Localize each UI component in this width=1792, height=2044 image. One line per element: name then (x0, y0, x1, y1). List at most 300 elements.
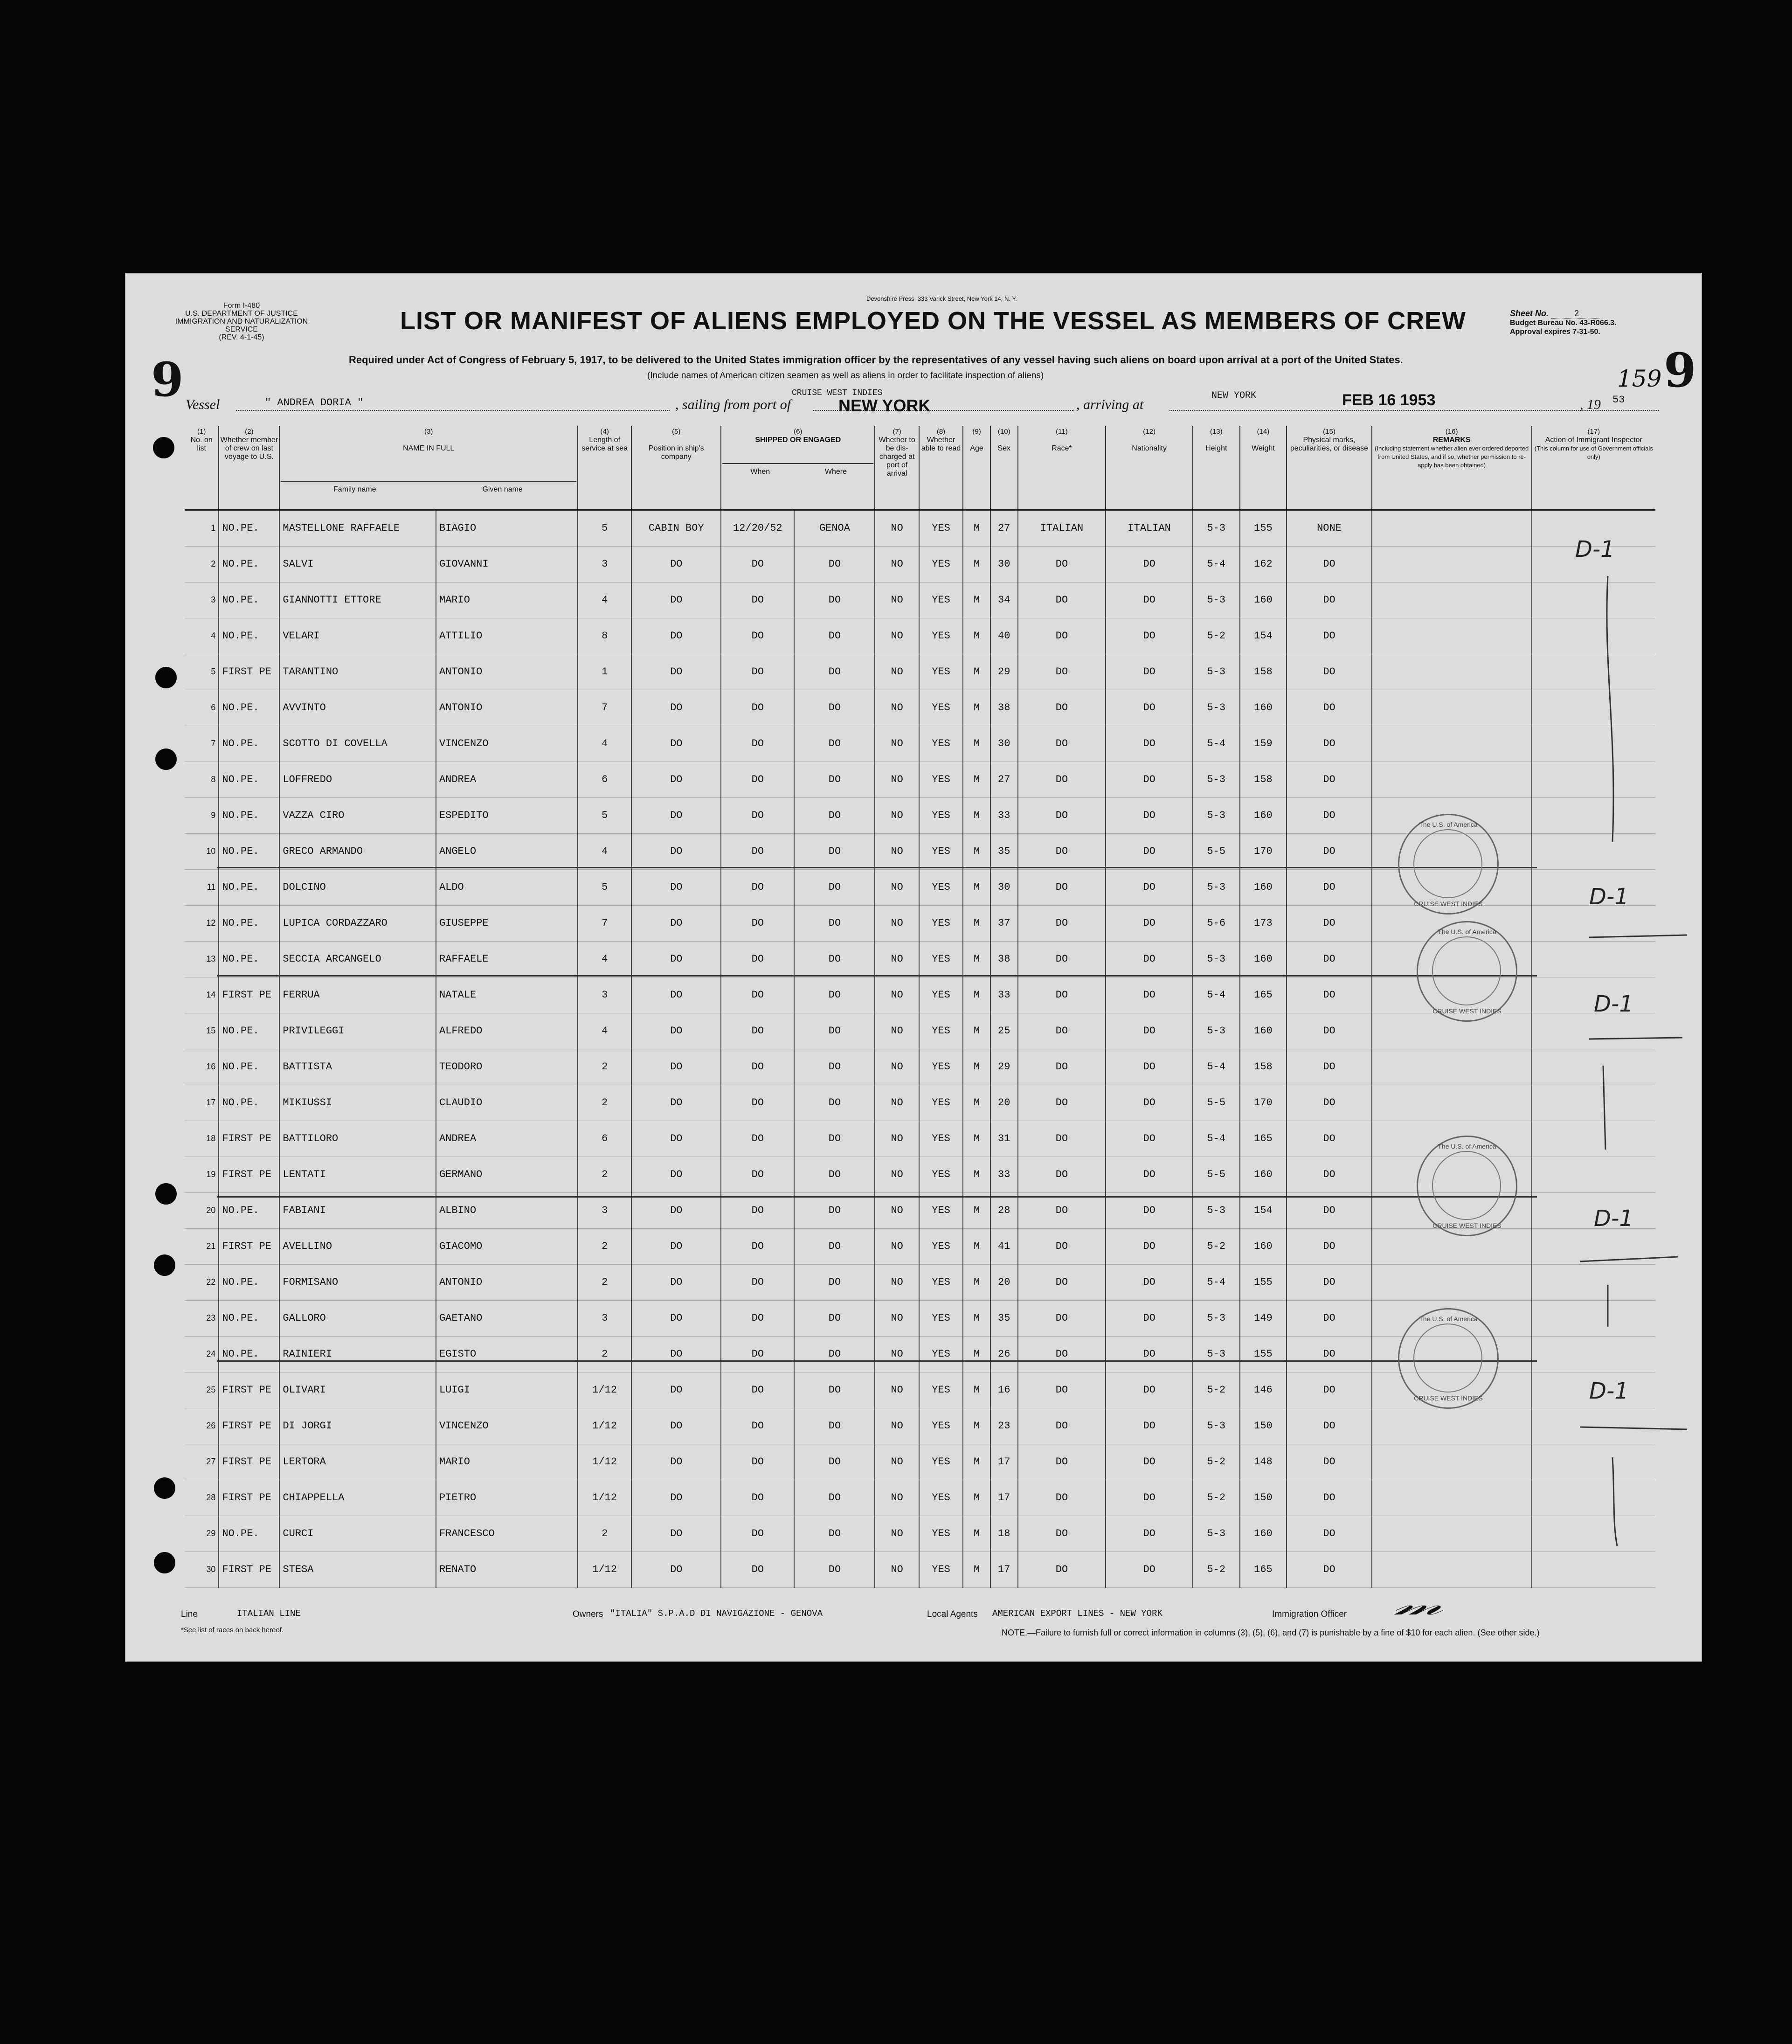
cell-family: GALLORO (279, 1300, 436, 1336)
cell-length: 4 (578, 1013, 631, 1049)
cell-marks: DO (1287, 1516, 1371, 1552)
cell-length: 4 (578, 726, 631, 762)
cell-prev: NO.PE. (219, 510, 279, 546)
sailing-port: NEW YORK (838, 396, 931, 415)
cell-race: DO (1018, 546, 1106, 582)
cell-when: DO (721, 690, 794, 726)
cell-nat: DO (1106, 546, 1193, 582)
cell-length: 3 (578, 1192, 631, 1228)
cell-where: DO (794, 546, 875, 582)
cell-where: DO (794, 582, 875, 618)
cell-where: DO (794, 1552, 875, 1587)
arrival-date-stamp: FEB 16 1953 (1342, 391, 1436, 409)
cell-given: MARIO (436, 1444, 578, 1480)
cell-disch: NO (875, 1157, 919, 1192)
cell-n: 3 (185, 582, 219, 618)
cell-weight: 160 (1240, 582, 1287, 618)
cell-position: DO (631, 1228, 721, 1264)
inspector-seal-stamp: The U.S. of America CRUISE WEST INDIES (1398, 814, 1499, 915)
cell-length: 2 (578, 1085, 631, 1121)
cell-prev: NO.PE. (219, 1264, 279, 1300)
cell-disch: NO (875, 797, 919, 833)
cell-given: ALFREDO (436, 1013, 578, 1049)
cell-weight: 162 (1240, 546, 1287, 582)
cell-age: 18 (990, 1516, 1018, 1552)
cell-sex: M (963, 1049, 990, 1085)
cell-height: 5-5 (1193, 1157, 1240, 1192)
cell-disch: NO (875, 1085, 919, 1121)
cell-nat: DO (1106, 1085, 1193, 1121)
table-row (185, 1228, 1655, 1264)
cell-given: VINCENZO (436, 726, 578, 762)
cell-disch: NO (875, 1300, 919, 1336)
cell-n: 23 (185, 1300, 219, 1336)
cell-position: DO (631, 1085, 721, 1121)
cell-prev: NO.PE. (219, 1085, 279, 1121)
cell-length: 4 (578, 941, 631, 977)
handwritten-number: 159 (1617, 365, 1662, 392)
col-16-header: (16) REMARKS (Including statement whether alien ever ordered deported from United States, and if so, whether permission to re-apply has been obtained) (1372, 426, 1532, 510)
cell-prev: NO.PE. (219, 1300, 279, 1336)
cell-prev: FIRST PE (219, 1552, 279, 1587)
cell-n: 13 (185, 941, 219, 977)
cell-length: 1/12 (578, 1552, 631, 1587)
year-value: 53 (1612, 394, 1625, 406)
cell-n: 9 (185, 797, 219, 833)
page-title: LIST OR MANIFEST OF ALIENS EMPLOYED ON THE VESSEL AS MEMBERS OF CREW (400, 307, 1467, 335)
cell-race: DO (1018, 1013, 1106, 1049)
sheet-number-block (1510, 309, 1617, 336)
inspector-pen-lines (1571, 571, 1687, 1551)
cell-prev: FIRST PE (219, 1228, 279, 1264)
table-row (185, 690, 1655, 726)
cell-age: 17 (990, 1552, 1018, 1587)
cell-prev: FIRST PE (219, 977, 279, 1013)
cell-race: DO (1018, 618, 1106, 654)
cell-family: MASTELLONE RAFFAELE (279, 510, 436, 546)
left-page-number: 9 (151, 352, 184, 407)
cell-sex: M (963, 1085, 990, 1121)
cell-disch: NO (875, 1192, 919, 1228)
cell-n: 18 (185, 1121, 219, 1157)
cell-position: DO (631, 1121, 721, 1157)
cell-length: 3 (578, 546, 631, 582)
cell-where: DO (794, 1228, 875, 1264)
cell-nat: DO (1106, 869, 1193, 905)
cell-marks: DO (1287, 1157, 1371, 1192)
inspector-seal-stamp: The U.S. of America CRUISE WEST INDIES (1417, 1136, 1517, 1236)
cell-family: RAINIERI (279, 1336, 436, 1372)
cell-read: YES (919, 762, 963, 797)
cell-race: DO (1018, 833, 1106, 869)
cell-read: YES (919, 1516, 963, 1552)
cell-race: DO (1018, 654, 1106, 690)
cell-prev: NO.PE. (219, 726, 279, 762)
cell-remarks (1372, 546, 1532, 582)
cell-sex: M (963, 510, 990, 546)
cell-when: DO (721, 1336, 794, 1372)
cell-age: 33 (990, 797, 1018, 833)
cell-when: DO (721, 1552, 794, 1587)
cell-nat: DO (1106, 618, 1193, 654)
cell-n: 20 (185, 1192, 219, 1228)
cell-family: PRIVILEGGI (279, 1013, 436, 1049)
cell-weight: 165 (1240, 1121, 1287, 1157)
cell-sex: M (963, 1408, 990, 1444)
cell-where: DO (794, 977, 875, 1013)
cell-family: FERRUA (279, 977, 436, 1013)
cell-race: DO (1018, 869, 1106, 905)
col-17-header: (17) Action of Immigrant Inspector (This column for use of Government officials only) (1532, 426, 1655, 510)
manifest-sheet (125, 273, 1702, 1662)
cell-prev: NO.PE. (219, 833, 279, 869)
cell-age: 30 (990, 726, 1018, 762)
cell-height: 5-3 (1193, 1516, 1240, 1552)
cell-length: 8 (578, 618, 631, 654)
cell-disch: NO (875, 546, 919, 582)
cell-weight: 155 (1240, 1336, 1287, 1372)
cell-family: LUPICA CORDAZZARO (279, 905, 436, 941)
table-row (185, 1480, 1655, 1516)
cell-read: YES (919, 582, 963, 618)
cell-nat: DO (1106, 1049, 1193, 1085)
cell-given: ESPEDITO (436, 797, 578, 833)
cell-sex: M (963, 1013, 990, 1049)
cell-height: 5-3 (1193, 1336, 1240, 1372)
penalty-note: NOTE.—Failure to furnish full or correct information in columns (3), (5), (6), and (7) is punishable by a fine of $10 for each alien. (See other side.) (1002, 1628, 1540, 1637)
binder-hole (155, 748, 177, 770)
cell-n: 28 (185, 1480, 219, 1516)
cell-position: DO (631, 1157, 721, 1192)
cell-when: 12/20/52 (721, 510, 794, 546)
cell-when: DO (721, 833, 794, 869)
cell-where: DO (794, 1408, 875, 1444)
cell-marks: DO (1287, 941, 1371, 977)
cell-given: ALDO (436, 869, 578, 905)
cell-disch: NO (875, 654, 919, 690)
cell-age: 27 (990, 510, 1018, 546)
cell-marks: DO (1287, 905, 1371, 941)
owners-label: Owners (573, 1609, 603, 1619)
cell-marks: DO (1287, 797, 1371, 833)
cell-when: DO (721, 546, 794, 582)
cell-sex: M (963, 546, 990, 582)
cell-weight: 150 (1240, 1408, 1287, 1444)
table-row (185, 762, 1655, 797)
cell-sex: M (963, 797, 990, 833)
cell-height: 5-3 (1193, 1192, 1240, 1228)
agents-value: AMERICAN EXPORT LINES - NEW YORK (992, 1608, 1162, 1619)
cell-nat: DO (1106, 1121, 1193, 1157)
year-label: , 19 (1580, 397, 1601, 412)
cell-read: YES (919, 1013, 963, 1049)
cell-when: DO (721, 1516, 794, 1552)
cell-where: DO (794, 1121, 875, 1157)
cell-nat: ITALIAN (1106, 510, 1193, 546)
cell-read: YES (919, 905, 963, 941)
cell-sex: M (963, 833, 990, 869)
table-row (185, 1444, 1655, 1480)
cell-where: DO (794, 833, 875, 869)
cell-disch: NO (875, 726, 919, 762)
cell-read: YES (919, 1157, 963, 1192)
cell-age: 17 (990, 1444, 1018, 1480)
strike-line-row-19 (217, 1196, 1537, 1198)
cell-race: DO (1018, 941, 1106, 977)
cell-family: DOLCINO (279, 869, 436, 905)
cell-remarks (1372, 690, 1532, 726)
cell-height: 5-3 (1193, 869, 1240, 905)
cell-when: DO (721, 1372, 794, 1408)
cell-prev: NO.PE. (219, 762, 279, 797)
cell-prev: NO.PE. (219, 1049, 279, 1085)
cell-n: 16 (185, 1049, 219, 1085)
cell-race: DO (1018, 1121, 1106, 1157)
cell-race: DO (1018, 1264, 1106, 1300)
cell-race: DO (1018, 905, 1106, 941)
cell-when: DO (721, 1408, 794, 1444)
cell-where: GENOA (794, 510, 875, 546)
cell-read: YES (919, 977, 963, 1013)
cell-n: 10 (185, 833, 219, 869)
cell-weight: 154 (1240, 618, 1287, 654)
cell-position: DO (631, 618, 721, 654)
cell-length: 1/12 (578, 1372, 631, 1408)
cell-weight: 165 (1240, 1552, 1287, 1587)
cell-length: 2 (578, 1264, 631, 1300)
cell-disch: NO (875, 833, 919, 869)
cell-n: 19 (185, 1157, 219, 1192)
cell-prev: NO.PE. (219, 869, 279, 905)
cell-family: BATTILORO (279, 1121, 436, 1157)
cell-marks: DO (1287, 833, 1371, 869)
cell-position: DO (631, 797, 721, 833)
cell-age: 33 (990, 977, 1018, 1013)
cell-remarks (1372, 1085, 1532, 1121)
cell-sex: M (963, 1516, 990, 1552)
cell-age: 33 (990, 1157, 1018, 1192)
cell-prev: NO.PE. (219, 905, 279, 941)
cell-sex: M (963, 869, 990, 905)
cell-remarks (1372, 1552, 1532, 1587)
cell-read: YES (919, 1480, 963, 1516)
cell-length: 7 (578, 690, 631, 726)
cell-read: YES (919, 1408, 963, 1444)
cell-age: 29 (990, 1049, 1018, 1085)
cell-remarks (1372, 582, 1532, 618)
cell-when: DO (721, 726, 794, 762)
cell-n: 29 (185, 1516, 219, 1552)
cell-marks: DO (1287, 1336, 1371, 1372)
cell-race: DO (1018, 1480, 1106, 1516)
cell-given: ALBINO (436, 1192, 578, 1228)
arriving-port: NEW YORK (1211, 390, 1257, 401)
cell-race: DO (1018, 1408, 1106, 1444)
cell-read: YES (919, 1300, 963, 1336)
cell-weight: 158 (1240, 654, 1287, 690)
table-row (185, 1552, 1655, 1587)
cell-nat: DO (1106, 1157, 1193, 1192)
sheet-number-label: Sheet No. (1510, 309, 1549, 318)
cell-race: ITALIAN (1018, 510, 1106, 546)
cell-prev: NO.PE. (219, 690, 279, 726)
cell-n: 6 (185, 690, 219, 726)
inspector-seal-stamp: The U.S. of America CRUISE WEST INDIES (1398, 1308, 1499, 1409)
cell-marks: DO (1287, 582, 1371, 618)
cell-position: DO (631, 1372, 721, 1408)
cell-position: CABIN BOY (631, 510, 721, 546)
cell-n: 14 (185, 977, 219, 1013)
cell-marks: DO (1287, 1408, 1371, 1444)
cell-n: 27 (185, 1444, 219, 1480)
cell-nat: DO (1106, 1552, 1193, 1587)
cell-height: 5-3 (1193, 510, 1240, 546)
cell-remarks (1372, 1049, 1532, 1085)
binder-hole (155, 1183, 177, 1205)
cell-nat: DO (1106, 654, 1193, 690)
cell-race: DO (1018, 1192, 1106, 1228)
cell-read: YES (919, 690, 963, 726)
cell-age: 20 (990, 1264, 1018, 1300)
cell-sex: M (963, 1157, 990, 1192)
cell-marks: DO (1287, 654, 1371, 690)
cell-weight: 160 (1240, 1157, 1287, 1192)
cell-when: DO (721, 1228, 794, 1264)
cell-remarks (1372, 1264, 1532, 1300)
cell-family: LERTORA (279, 1444, 436, 1480)
col-7-header: (7) Whether to be dis-charged at port of arrival (875, 426, 919, 510)
cell-disch: NO (875, 1516, 919, 1552)
cell-age: 30 (990, 869, 1018, 905)
cell-given: ATTILIO (436, 618, 578, 654)
form-id: Form I-480 U.S. DEPARTMENT OF JUSTICE IMMIGRATION AND NATURALIZATION SERVICE (REV. 4-1-45) (175, 302, 308, 341)
cell-age: 27 (990, 762, 1018, 797)
col-3-header: (3) NAME IN FULL Family name Given name (279, 426, 578, 510)
cell-weight: 170 (1240, 1085, 1287, 1121)
table-row (185, 582, 1655, 618)
cell-disch: NO (875, 1480, 919, 1516)
cell-when: DO (721, 1480, 794, 1516)
cell-n: 26 (185, 1408, 219, 1444)
cell-prev: FIRST PE (219, 1157, 279, 1192)
cell-prev: NO.PE. (219, 1192, 279, 1228)
cell-family: VELARI (279, 618, 436, 654)
binder-hole (153, 437, 174, 458)
cell-remarks (1372, 1444, 1532, 1480)
cell-sex: M (963, 654, 990, 690)
cell-given: RAFFAELE (436, 941, 578, 977)
cell-where: DO (794, 1372, 875, 1408)
cell-given: ANGELO (436, 833, 578, 869)
cell-given: ANDREA (436, 762, 578, 797)
cell-family: GRECO ARMANDO (279, 833, 436, 869)
cell-prev: FIRST PE (219, 1444, 279, 1480)
cell-length: 4 (578, 833, 631, 869)
cell-remarks (1372, 1480, 1532, 1516)
cell-weight: 158 (1240, 762, 1287, 797)
cell-prev: NO.PE. (219, 1013, 279, 1049)
inspector-note-d1: D-1 (1594, 1206, 1633, 1232)
cell-height: 5-3 (1193, 941, 1240, 977)
cell-read: YES (919, 1085, 963, 1121)
cell-when: DO (721, 1085, 794, 1121)
cell-age: 23 (990, 1408, 1018, 1444)
cell-read: YES (919, 1552, 963, 1587)
cell-length: 2 (578, 1157, 631, 1192)
cell-race: DO (1018, 1228, 1106, 1264)
col-10-header: (10) Sex (990, 426, 1018, 510)
cell-nat: DO (1106, 1264, 1193, 1300)
cell-sex: M (963, 582, 990, 618)
cell-race: DO (1018, 690, 1106, 726)
cell-read: YES (919, 510, 963, 546)
cell-height: 5-2 (1193, 1228, 1240, 1264)
cell-position: DO (631, 1336, 721, 1372)
table-row (185, 1408, 1655, 1444)
cell-given: BIAGIO (436, 510, 578, 546)
cell-sex: M (963, 618, 990, 654)
inspector-note-d1: D-1 (1575, 536, 1615, 562)
cell-when: DO (721, 618, 794, 654)
cell-sex: M (963, 1264, 990, 1300)
cell-length: 1/12 (578, 1408, 631, 1444)
cell-age: 38 (990, 690, 1018, 726)
cell-sex: M (963, 905, 990, 941)
cell-family: CURCI (279, 1516, 436, 1552)
cell-length: 3 (578, 977, 631, 1013)
binder-hole (154, 1477, 175, 1499)
cell-race: DO (1018, 1444, 1106, 1480)
cell-age: 30 (990, 546, 1018, 582)
cell-read: YES (919, 941, 963, 977)
line-value: ITALIAN LINE (237, 1608, 301, 1619)
cell-length: 1 (578, 654, 631, 690)
cruise-note: CRUISE WEST INDIES (792, 388, 883, 398)
cell-position: DO (631, 1264, 721, 1300)
col-9-header: (9) Age (963, 426, 990, 510)
cell-where: DO (794, 726, 875, 762)
cell-weight: 160 (1240, 1516, 1287, 1552)
cell-n: 11 (185, 869, 219, 905)
table-row (185, 546, 1655, 582)
cell-position: DO (631, 1408, 721, 1444)
cell-given: GAETANO (436, 1300, 578, 1336)
cell-when: DO (721, 941, 794, 977)
table-row (185, 1516, 1655, 1552)
cell-sex: M (963, 762, 990, 797)
cell-where: DO (794, 1300, 875, 1336)
cell-position: DO (631, 582, 721, 618)
cell-nat: DO (1106, 1516, 1193, 1552)
cell-where: DO (794, 869, 875, 905)
cell-where: DO (794, 1192, 875, 1228)
cell-n: 5 (185, 654, 219, 690)
cell-age: 17 (990, 1480, 1018, 1516)
cell-race: DO (1018, 1372, 1106, 1408)
cell-height: 5-3 (1193, 797, 1240, 833)
cell-when: DO (721, 582, 794, 618)
cell-nat: DO (1106, 941, 1193, 977)
cell-sex: M (963, 1480, 990, 1516)
right-page-number: 9 (1664, 343, 1696, 398)
cell-family: VAZZA CIRO (279, 797, 436, 833)
cell-race: DO (1018, 1085, 1106, 1121)
cell-weight: 173 (1240, 905, 1287, 941)
cell-nat: DO (1106, 1013, 1193, 1049)
cell-where: DO (794, 1085, 875, 1121)
cell-prev: NO.PE. (219, 797, 279, 833)
cell-read: YES (919, 1372, 963, 1408)
